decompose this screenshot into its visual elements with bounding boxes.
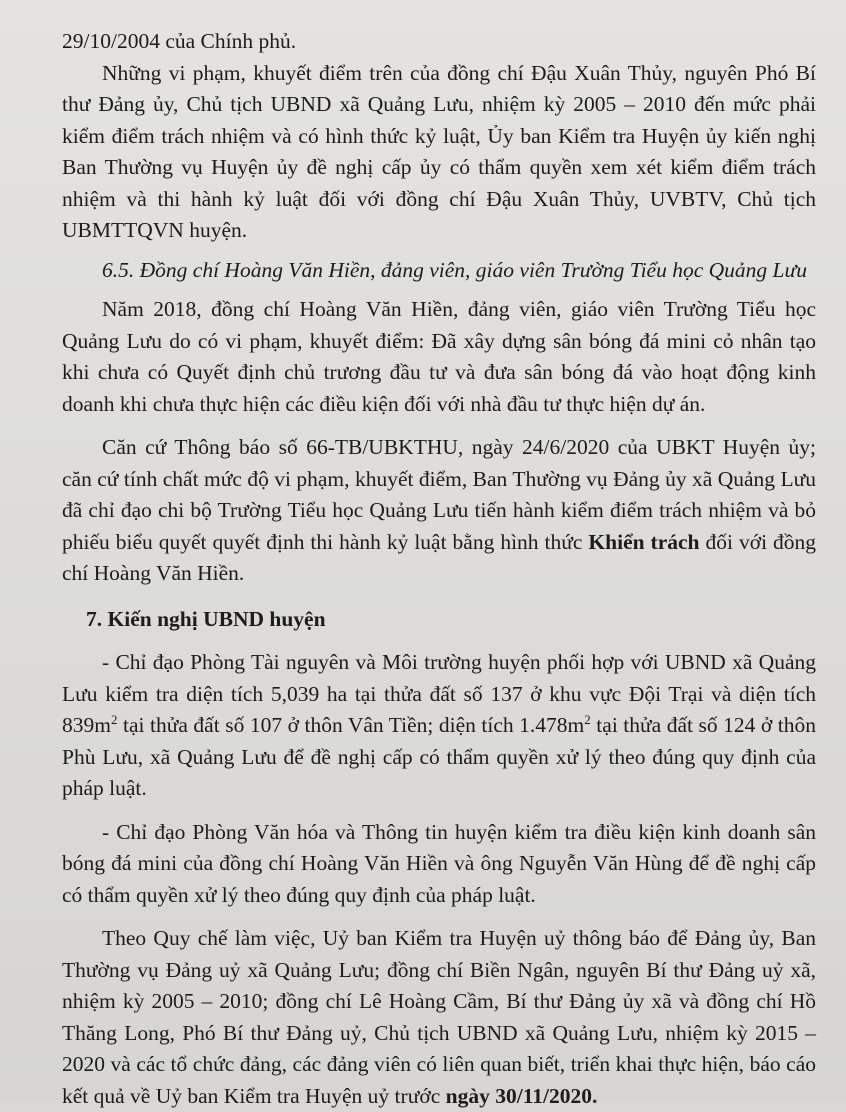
section-heading-7: 7. Kiến nghị UBND huyện	[86, 606, 326, 631]
paragraph-closing-notice	[62, 923, 816, 1112]
paragraph-culture-inspection: - Chỉ đạo Phòng Văn hóa và Thông tin huyện kiểm tra điều kiện kinh doanh sân bóng đá mini của đồng chí Hoàng Văn Hiền và ông Nguyễn Văn Hùng để đề nghị cấp có thẩm quyền xử lý theo đúng quy định của pháp luật.	[62, 819, 816, 907]
superscript-squared: 2	[584, 711, 591, 727]
paragraph-land-inspection	[62, 647, 816, 805]
discipline-text: Căn cứ Thông báo số 66-TB/UBKTHU, ngày 24/6/2020 của UBKT Huyện ủy; căn cứ tính chất mức độ vi phạm, khuyết điểm, Ban Thường vụ Đảng ủy xã Quảng Lưu đã chỉ đạo chi bộ Trường Tiểu học Quảng Lưu tiến hành kiểm điểm trách nhiệm và bỏ phiếu biểu quyết quyết định thi hành kỷ luật bằng hình thức	[62, 435, 816, 554]
paragraph-2018-violation: Năm 2018, đồng chí Hoàng Văn Hiền, đảng viên, giáo viên Trường Tiểu học Quảng Lưu do có vi phạm, khuyết điểm: Đã xây dựng sân bóng đá mini cỏ nhân tạo khi chưa có Quyết định chủ trương đầu tư và đưa sân bóng đá vào hoạt động kinh doanh khi chưa thực hiện các điều kiện đối với nhà đầu tư thực hiện dự án.	[62, 297, 816, 416]
discipline-tail: đối với đồng chí Hoàng Văn Hiền.	[62, 529, 817, 585]
discipline-form: Khiển trách	[588, 529, 700, 554]
deadline-date: ngày 30/11/2020.	[445, 1083, 598, 1108]
subsection-heading-6-5: 6.5. Đồng chí Hoàng Văn Hiền, đảng viên, giáo viên Trường Tiểu học Quảng Lưu	[102, 257, 807, 282]
land-text-a: - Chỉ đạo Phòng Tài nguyên và Môi trường huyện phối hợp với UBND xã Quảng Lưu kiểm tra diện tích 5,039 ha tại thửa đất số 137 ở khu vực Đội Trại và diện tích 839m	[62, 650, 816, 737]
paragraph-discipline-decision	[62, 432, 816, 590]
paragraph-decree-ref: 29/10/2004 của Chính phủ.	[62, 29, 297, 53]
land-text-c: tại thửa đất số 124 ở thôn Phù Lưu, xã Quảng Lưu để đề nghị cấp có thẩm quyền xử lý theo đúng quy định của pháp luật.	[62, 713, 817, 800]
superscript-squared: 2	[110, 711, 118, 727]
closing-text: Theo Quy chế làm việc, Uỷ ban Kiểm tra Huyện uỷ thông báo để Đảng ủy, Ban Thường vụ Đảng uỷ xã Quảng Lưu; đồng chí Biền Ngân, nguyên Bí thư Đảng uỷ xã, nhiệm kỳ 2005 – 2010; đồng chí Lê Hoàng Cầm, Bí thư Đảng ủy xã và đồng chí Hồ Thăng Long, Phó Bí thư Đảng uỷ, Chủ tịch UBND xã Quảng Lưu, nhiệm kỳ 2015 – 2020 và các tổ chức đảng, các đảng viên có liên quan biết, triển khai thực hiện, báo cáo kết quả về Uỷ ban Kiểm tra Huyện uỷ trước	[62, 926, 816, 1108]
paragraph-violations-summary: Những vi phạm, khuyết điểm trên của đồng chí Đậu Xuân Thủy, nguyên Phó Bí thư Đảng ủy, Chủ tịch UBND xã Quảng Lưu, nhiệm kỳ 2005 – 2010 đến mức phải kiểm điểm trách nhiệm và có hình thức kỷ luật, Ủy ban Kiểm tra Huyện ủy kiến nghị Ban Thường vụ Huyện ủy đề nghị cấp ủy có thẩm quyền xem xét kiểm điểm trách nhiệm và thi hành kỷ luật đối với đồng chí Đậu Xuân Thủy, UVBTV, Chủ tịch UBMTTQVN huyện.	[62, 60, 816, 242]
land-text-b: tại thửa đất số 107 ở thôn Vân Tiền; diện tích 1.478m	[123, 713, 585, 737]
